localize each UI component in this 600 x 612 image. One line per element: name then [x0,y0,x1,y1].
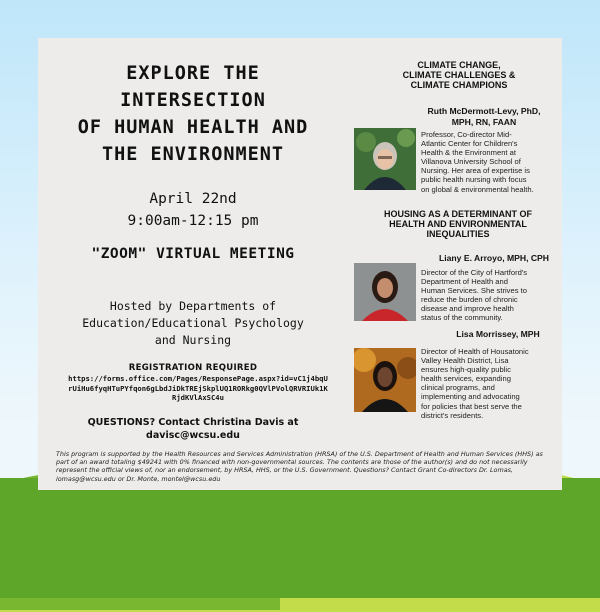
section-climate-heading [374,60,544,90]
section-line: CLIMATE CHANGE, [417,60,501,70]
bio-line: Department of Health and [421,277,508,287]
section-line: INEQUALITIES [426,229,490,239]
speaker-name-line: Ruth McDermott-Levy, PhD, [427,106,541,116]
bio-line: Valley Health District, Lisa [421,356,509,366]
speaker-name [428,329,568,339]
event-time: 9:00am-12:15 pm [127,213,259,229]
bio-line: Director of the City of Hartford's [421,268,528,277]
section-line: HOUSING AS A DETERMINANT OF [384,209,532,219]
bio-line: Health & the Environment at [421,148,516,158]
speaker-photo [354,128,416,190]
section-line: CLIMATE CHAMPIONS [410,80,508,90]
title-line: THE ENVIRONMENT [101,144,285,165]
section-housing-heading [358,209,558,239]
event-title [38,60,348,168]
contact-email[interactable]: davisc@wcsu.edu [146,430,240,441]
bio-line: status of the community. [421,313,503,323]
section-line: CLIMATE CHALLENGES & [402,70,516,80]
title-line: OF HUMAN HEALTH AND [77,117,309,138]
speaker-bio [421,268,555,323]
bio-line: implementing and advocating [421,392,520,402]
speaker-name [424,253,564,263]
hosted-line: Education/Educational Psychology [82,316,304,330]
hosted-line: Hosted by Departments of [109,299,277,313]
registration-heading: REGISTRATION REQUIRED [128,363,258,373]
bio-line: public health nursing with focus [421,175,527,185]
hosted-line: and Nursing [154,333,232,347]
bio-line: Human Services. She strives to [421,286,527,296]
bio-line: reduce the burden of chronic [421,295,518,305]
speaker-name-line: MPH, RN, FAAN [451,117,517,127]
bio-line: Atlantic Center for Children's [421,139,518,149]
registration-link[interactable]: https://forms.office.com/Pages/ResponsePage.aspx?id=vC1j4bqUrUiHu6fyqHTuPYfqon6gLbdJiDkTREjSkplUQ1RORkg0QVlPVolQRVRIUk1KRjdKVlAxSC4u [68,374,328,402]
event-date: April 22nd [149,191,237,207]
event-datetime [38,188,348,232]
bio-line: health services, expanding [421,374,511,384]
meeting-type: "ZOOM" VIRTUAL MEETING [91,246,295,262]
hosted-by [38,298,348,349]
speaker-photo [354,263,416,321]
speaker-name [418,106,550,128]
speaker-name-line: Liany E. Arroyo, MPH, CPH [439,253,549,263]
bio-line: Villanova University School of [421,157,521,167]
bio-line: on global & environmental health. [421,184,534,194]
speaker-bio [421,347,555,420]
background-grass [0,478,600,598]
funding-disclaimer: This program is supported by the Health Resources and Services Administration (HRSA) of the U.S. Department of Health and Human Services (HHS) as part of an award totaling $49241 with 0% financed with non-governmental sources. The contents are those of the author(s) and do not necessarily represent the official views of, nor an endorsement, by HRSA, HHS, or the U.S. Government. Questions? Contact Grant Co-directors Dr. Lomas, lomasg@wcsu.edu or Dr. Monte, montel@wcsu.edu [56,450,543,483]
bio-line: Professor, Co-director Mid- [421,130,512,139]
bio-line: disease and improve health [421,304,514,314]
bio-line: clinical programs, and [421,383,495,393]
bio-line: for policies that best serve the [421,401,522,411]
bio-line: Director of Health of Housatonic [421,347,529,356]
bio-line: district's residents. [421,410,484,420]
flyer-card [38,38,562,490]
title-line: EXPLORE THE [126,63,260,84]
speaker-name-line: Lisa Morrissey, MPH [456,329,540,339]
questions-contact [38,416,348,442]
speaker-photo [354,348,416,412]
section-line: HEALTH AND ENVIRONMENTAL [389,219,527,229]
questions-line: QUESTIONS? Contact Christina Davis at [87,417,299,428]
bio-line: ensures high-quality public [421,365,511,375]
title-line: INTERSECTION [120,90,266,111]
bio-line: Nursing. Her area of expertise is [421,166,530,176]
speaker-bio [421,130,555,194]
